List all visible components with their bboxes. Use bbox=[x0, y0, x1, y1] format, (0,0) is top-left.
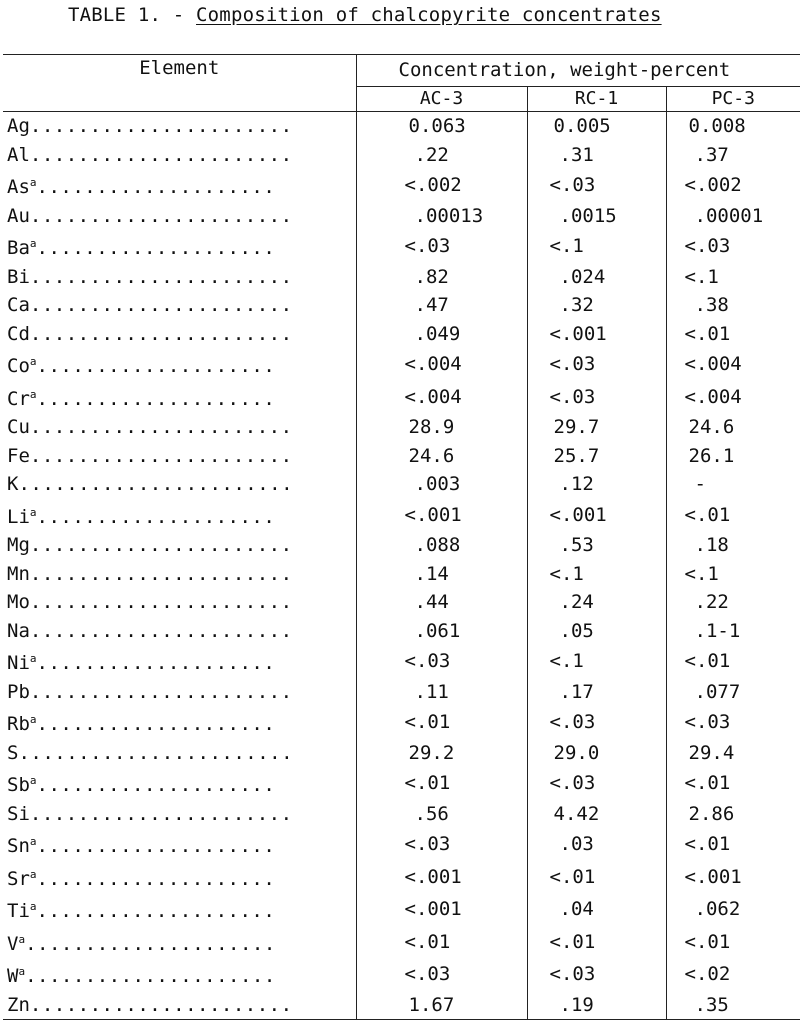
value-rc1: <.001 bbox=[527, 320, 666, 349]
value-rc1: .53 bbox=[527, 531, 666, 560]
value-ac3: <.002 bbox=[356, 169, 527, 202]
table-row bbox=[3, 230, 800, 263]
value-ac3: <.03 bbox=[356, 645, 527, 678]
element-symbol: V bbox=[7, 932, 19, 955]
value-ac3: .00013 bbox=[356, 202, 527, 231]
leader-dots: ...................... bbox=[29, 115, 293, 137]
leader-dots: .................... bbox=[36, 237, 276, 259]
value-ac3: .56 bbox=[356, 800, 527, 829]
value-pc3: .077 bbox=[694, 680, 741, 703]
value-ac3: 0.063 bbox=[356, 112, 527, 141]
element-symbol: Si bbox=[7, 802, 30, 825]
value-ac3: <.001 bbox=[356, 893, 527, 926]
value-pc3: .35 bbox=[666, 991, 800, 1020]
value-ac3: <.01 bbox=[356, 926, 527, 959]
table-row bbox=[3, 588, 800, 617]
value-pc3: .37 bbox=[694, 143, 729, 166]
element-symbol: S bbox=[7, 741, 19, 764]
footnote-marker: a bbox=[29, 774, 37, 787]
element-symbol: Ni bbox=[7, 652, 30, 674]
element-cell bbox=[3, 169, 356, 202]
table-row bbox=[3, 828, 800, 861]
value-rc1: .024 bbox=[527, 263, 666, 292]
table-row bbox=[3, 263, 800, 292]
element-cell bbox=[3, 202, 356, 231]
element-cell bbox=[3, 893, 356, 926]
value-rc1: .19 bbox=[527, 991, 666, 1020]
leader-dots: ...................... bbox=[29, 204, 293, 227]
value-rc1: <.03 bbox=[527, 348, 666, 381]
table-row bbox=[3, 320, 800, 349]
element-symbol: Rb bbox=[7, 713, 30, 735]
element-symbol: Ba bbox=[7, 237, 30, 259]
element-cell bbox=[3, 291, 356, 320]
element-cell bbox=[3, 678, 356, 707]
table-row bbox=[3, 893, 800, 926]
element-symbol: Fe bbox=[7, 444, 30, 467]
element-cell bbox=[3, 381, 356, 414]
value-rc1: .24 bbox=[527, 588, 666, 617]
leader-dots: ...................... bbox=[29, 680, 293, 703]
value-pc3: 0.008 bbox=[688, 115, 746, 137]
leader-dots: .................... bbox=[36, 176, 276, 198]
leader-dots: ....................... bbox=[18, 741, 294, 764]
value-pc3: 29.4 bbox=[688, 741, 735, 764]
table-row bbox=[3, 767, 800, 800]
value-ac3: .14 bbox=[356, 560, 527, 589]
composition-table bbox=[3, 54, 800, 1020]
value-ac3: .049 bbox=[356, 320, 527, 349]
table-row bbox=[3, 958, 800, 991]
element-cell bbox=[3, 706, 356, 739]
element-cell bbox=[3, 499, 356, 532]
table-row bbox=[3, 141, 800, 170]
value-pc3: <.001 bbox=[684, 865, 742, 888]
footnote-marker: a bbox=[29, 176, 37, 189]
element-symbol: Ca bbox=[7, 294, 30, 316]
value-ac3: <.004 bbox=[356, 381, 527, 414]
value-ac3: <.004 bbox=[356, 348, 527, 381]
value-pc3: <.01 bbox=[684, 930, 731, 953]
element-cell bbox=[3, 958, 356, 991]
table-row bbox=[3, 169, 800, 202]
value-ac3: .061 bbox=[356, 617, 527, 646]
value-ac3: .003 bbox=[356, 470, 527, 499]
table-title bbox=[68, 4, 662, 26]
value-ac3: 28.9 bbox=[356, 413, 527, 442]
value-rc1: .17 bbox=[527, 678, 666, 707]
value-rc1: .32 bbox=[527, 291, 666, 320]
value-ac3: 1.67 bbox=[356, 991, 527, 1020]
element-cell bbox=[3, 828, 356, 861]
value-ac3: .11 bbox=[356, 678, 527, 707]
value-pc3: <.1 bbox=[684, 562, 719, 585]
value-pc3: <.01 bbox=[684, 503, 731, 526]
table-row bbox=[3, 413, 800, 442]
element-symbol: Ag bbox=[7, 115, 30, 137]
value-rc1: <.1 bbox=[527, 645, 666, 678]
leader-dots: ....................... bbox=[18, 473, 294, 495]
footnote-marker: a bbox=[18, 965, 26, 978]
element-cell bbox=[3, 141, 356, 170]
element-cell bbox=[3, 230, 356, 263]
value-rc1: 29.0 bbox=[527, 739, 666, 768]
column-header-pc3: PC-3 bbox=[666, 86, 800, 111]
value-pc3: <.01 bbox=[684, 322, 731, 345]
table-row bbox=[3, 499, 800, 532]
leader-dots: ...................... bbox=[29, 619, 293, 642]
element-cell bbox=[3, 470, 356, 499]
leader-dots: ...................... bbox=[29, 802, 293, 825]
value-rc1: .05 bbox=[527, 617, 666, 646]
table-row bbox=[3, 202, 800, 231]
value-pc3: .1-1 bbox=[694, 619, 741, 642]
value-rc1: <.01 bbox=[527, 926, 666, 959]
value-rc1: <.03 bbox=[527, 958, 666, 991]
value-pc3: <.1 bbox=[684, 265, 719, 288]
element-symbol: As bbox=[7, 176, 30, 198]
element-cell bbox=[3, 861, 356, 894]
value-pc3: 2.86 bbox=[688, 802, 735, 825]
value-ac3: .47 bbox=[356, 291, 527, 320]
value-ac3: 24.6 bbox=[356, 442, 527, 471]
element-cell bbox=[3, 531, 356, 560]
footnote-marker: a bbox=[29, 237, 37, 250]
value-rc1: <.01 bbox=[527, 861, 666, 894]
footnote-marker: a bbox=[29, 713, 37, 726]
value-ac3: <.01 bbox=[356, 767, 527, 800]
value-pc3: <.002 bbox=[684, 174, 742, 196]
table-row bbox=[3, 381, 800, 414]
table-row bbox=[3, 531, 800, 560]
leader-dots: ...................... bbox=[29, 591, 293, 613]
table-row bbox=[3, 645, 800, 678]
value-ac3: <.001 bbox=[356, 499, 527, 532]
value-ac3: <.03 bbox=[356, 958, 527, 991]
footnote-marker: a bbox=[29, 505, 37, 519]
element-symbol: Mg bbox=[7, 534, 30, 556]
element-symbol: W bbox=[7, 965, 19, 987]
value-rc1: <.1 bbox=[527, 230, 666, 263]
value-rc1: 25.7 bbox=[527, 442, 666, 471]
value-rc1: .12 bbox=[527, 470, 666, 499]
element-symbol: Co bbox=[7, 355, 30, 377]
leader-dots: ..................... bbox=[25, 965, 276, 987]
element-symbol: Sr bbox=[7, 867, 30, 890]
value-rc1: .0015 bbox=[527, 202, 666, 231]
element-symbol: Sn bbox=[7, 835, 30, 857]
column-header-rc1: RC-1 bbox=[527, 86, 666, 111]
leader-dots: .................... bbox=[36, 652, 276, 674]
value-ac3: .44 bbox=[356, 588, 527, 617]
element-column-header: Element bbox=[3, 55, 356, 112]
table-row bbox=[3, 291, 800, 320]
table-row bbox=[3, 470, 800, 499]
footnote-marker: a bbox=[29, 900, 37, 913]
value-pc3: .38 bbox=[694, 294, 729, 316]
element-cell bbox=[3, 617, 356, 646]
leader-dots: ...................... bbox=[29, 993, 293, 1016]
value-rc1: <.03 bbox=[527, 706, 666, 739]
element-cell bbox=[3, 560, 356, 589]
table-row bbox=[3, 800, 800, 829]
element-cell bbox=[3, 926, 356, 959]
value-pc3: <.01 bbox=[684, 833, 731, 855]
column-header-ac3: AC-3 bbox=[356, 86, 527, 111]
value-pc3: .18 bbox=[694, 534, 729, 556]
leader-dots: ...................... bbox=[29, 562, 293, 585]
table-body bbox=[3, 112, 800, 1020]
element-cell bbox=[3, 112, 356, 141]
footnote-marker: a bbox=[29, 355, 37, 368]
element-cell bbox=[3, 348, 356, 381]
value-ac3: .088 bbox=[356, 531, 527, 560]
value-pc3: 24.6 bbox=[688, 416, 735, 438]
leader-dots: ..................... bbox=[25, 932, 276, 955]
value-pc3: <.02 bbox=[684, 963, 731, 985]
value-rc1: 29.7 bbox=[527, 413, 666, 442]
value-rc1: .03 bbox=[527, 828, 666, 861]
value-pc3: .22 bbox=[694, 591, 729, 613]
footnote-marker: a bbox=[29, 387, 37, 401]
element-cell bbox=[3, 263, 356, 292]
table-row bbox=[3, 560, 800, 589]
table-row bbox=[3, 112, 800, 141]
leader-dots: .................... bbox=[36, 774, 276, 796]
value-ac3: <.001 bbox=[356, 861, 527, 894]
value-ac3: <.03 bbox=[356, 230, 527, 263]
element-symbol: Cu bbox=[7, 416, 30, 438]
value-ac3: 29.2 bbox=[356, 739, 527, 768]
table-row bbox=[3, 617, 800, 646]
element-symbol: Zn bbox=[7, 993, 30, 1016]
leader-dots: ...................... bbox=[29, 143, 293, 166]
leader-dots: ...................... bbox=[29, 444, 293, 467]
value-ac3: .82 bbox=[356, 263, 527, 292]
value-pc3: <.03 bbox=[684, 235, 731, 257]
element-cell bbox=[3, 442, 356, 471]
value-rc1: <.001 bbox=[527, 499, 666, 532]
leader-dots: .................... bbox=[36, 900, 276, 922]
value-pc3: <.01 bbox=[684, 772, 731, 794]
element-cell bbox=[3, 991, 356, 1020]
element-cell bbox=[3, 320, 356, 349]
table-row bbox=[3, 739, 800, 768]
element-symbol: Pb bbox=[7, 680, 30, 703]
footnote-marker: a bbox=[29, 867, 37, 881]
leader-dots: ...................... bbox=[29, 265, 293, 288]
table-row bbox=[3, 348, 800, 381]
value-rc1: <.03 bbox=[527, 767, 666, 800]
element-cell bbox=[3, 588, 356, 617]
element-cell bbox=[3, 413, 356, 442]
leader-dots: .................... bbox=[36, 835, 276, 857]
value-pc3: <.004 bbox=[684, 385, 742, 408]
element-cell bbox=[3, 800, 356, 829]
leader-dots: .................... bbox=[36, 505, 276, 528]
leader-dots: ...................... bbox=[29, 294, 293, 316]
leader-dots: .................... bbox=[36, 713, 276, 735]
footnote-marker: a bbox=[29, 835, 37, 848]
element-symbol: Ti bbox=[7, 900, 30, 922]
element-symbol: K bbox=[7, 473, 19, 495]
value-ac3: <.01 bbox=[356, 706, 527, 739]
element-cell bbox=[3, 645, 356, 678]
element-symbol: Al bbox=[7, 143, 30, 166]
value-rc1: .31 bbox=[527, 141, 666, 170]
table-row bbox=[3, 861, 800, 894]
element-symbol: Mn bbox=[7, 562, 30, 585]
table-row bbox=[3, 442, 800, 471]
value-ac3: .22 bbox=[356, 141, 527, 170]
value-pc3: .062 bbox=[694, 898, 741, 920]
leader-dots: .................... bbox=[36, 867, 276, 890]
value-rc1: .04 bbox=[527, 893, 666, 926]
element-symbol: Na bbox=[7, 619, 30, 642]
value-rc1: 0.005 bbox=[527, 112, 666, 141]
value-ac3: <.03 bbox=[356, 828, 527, 861]
element-symbol: Bi bbox=[7, 265, 30, 288]
value-rc1: <.03 bbox=[527, 169, 666, 202]
value-pc3: <.004 bbox=[684, 353, 742, 375]
value-rc1: <.1 bbox=[527, 560, 666, 589]
table-number: TABLE 1. - bbox=[68, 4, 197, 26]
element-cell bbox=[3, 767, 356, 800]
element-cell bbox=[3, 739, 356, 768]
value-pc3: - bbox=[694, 473, 706, 495]
value-pc3: <.03 bbox=[684, 711, 731, 733]
table-row bbox=[3, 991, 800, 1020]
leader-dots: ...................... bbox=[29, 322, 293, 345]
table-row bbox=[3, 678, 800, 707]
element-symbol: Sb bbox=[7, 774, 30, 796]
element-symbol: Cd bbox=[7, 322, 30, 345]
leader-dots: ...................... bbox=[29, 416, 293, 438]
value-pc3: .00001 bbox=[694, 204, 764, 227]
leader-dots: .................... bbox=[36, 355, 276, 377]
element-symbol: Cr bbox=[7, 387, 30, 410]
table-row bbox=[3, 706, 800, 739]
footnote-marker: a bbox=[18, 932, 26, 946]
element-symbol: Li bbox=[7, 505, 30, 528]
concentration-group-header: Concentration, weight-percent bbox=[356, 55, 800, 87]
element-symbol: Mo bbox=[7, 591, 30, 613]
value-pc3: 26.1 bbox=[688, 444, 735, 467]
table-caption: Composition of chalcopyrite concentrates bbox=[196, 4, 662, 26]
table-row bbox=[3, 926, 800, 959]
leader-dots: .................... bbox=[36, 387, 276, 410]
value-rc1: 4.42 bbox=[527, 800, 666, 829]
footnote-marker: a bbox=[29, 652, 37, 665]
value-pc3: <.01 bbox=[684, 650, 731, 672]
value-rc1: <.03 bbox=[527, 381, 666, 414]
leader-dots: ...................... bbox=[29, 534, 293, 556]
element-symbol: Au bbox=[7, 204, 30, 227]
